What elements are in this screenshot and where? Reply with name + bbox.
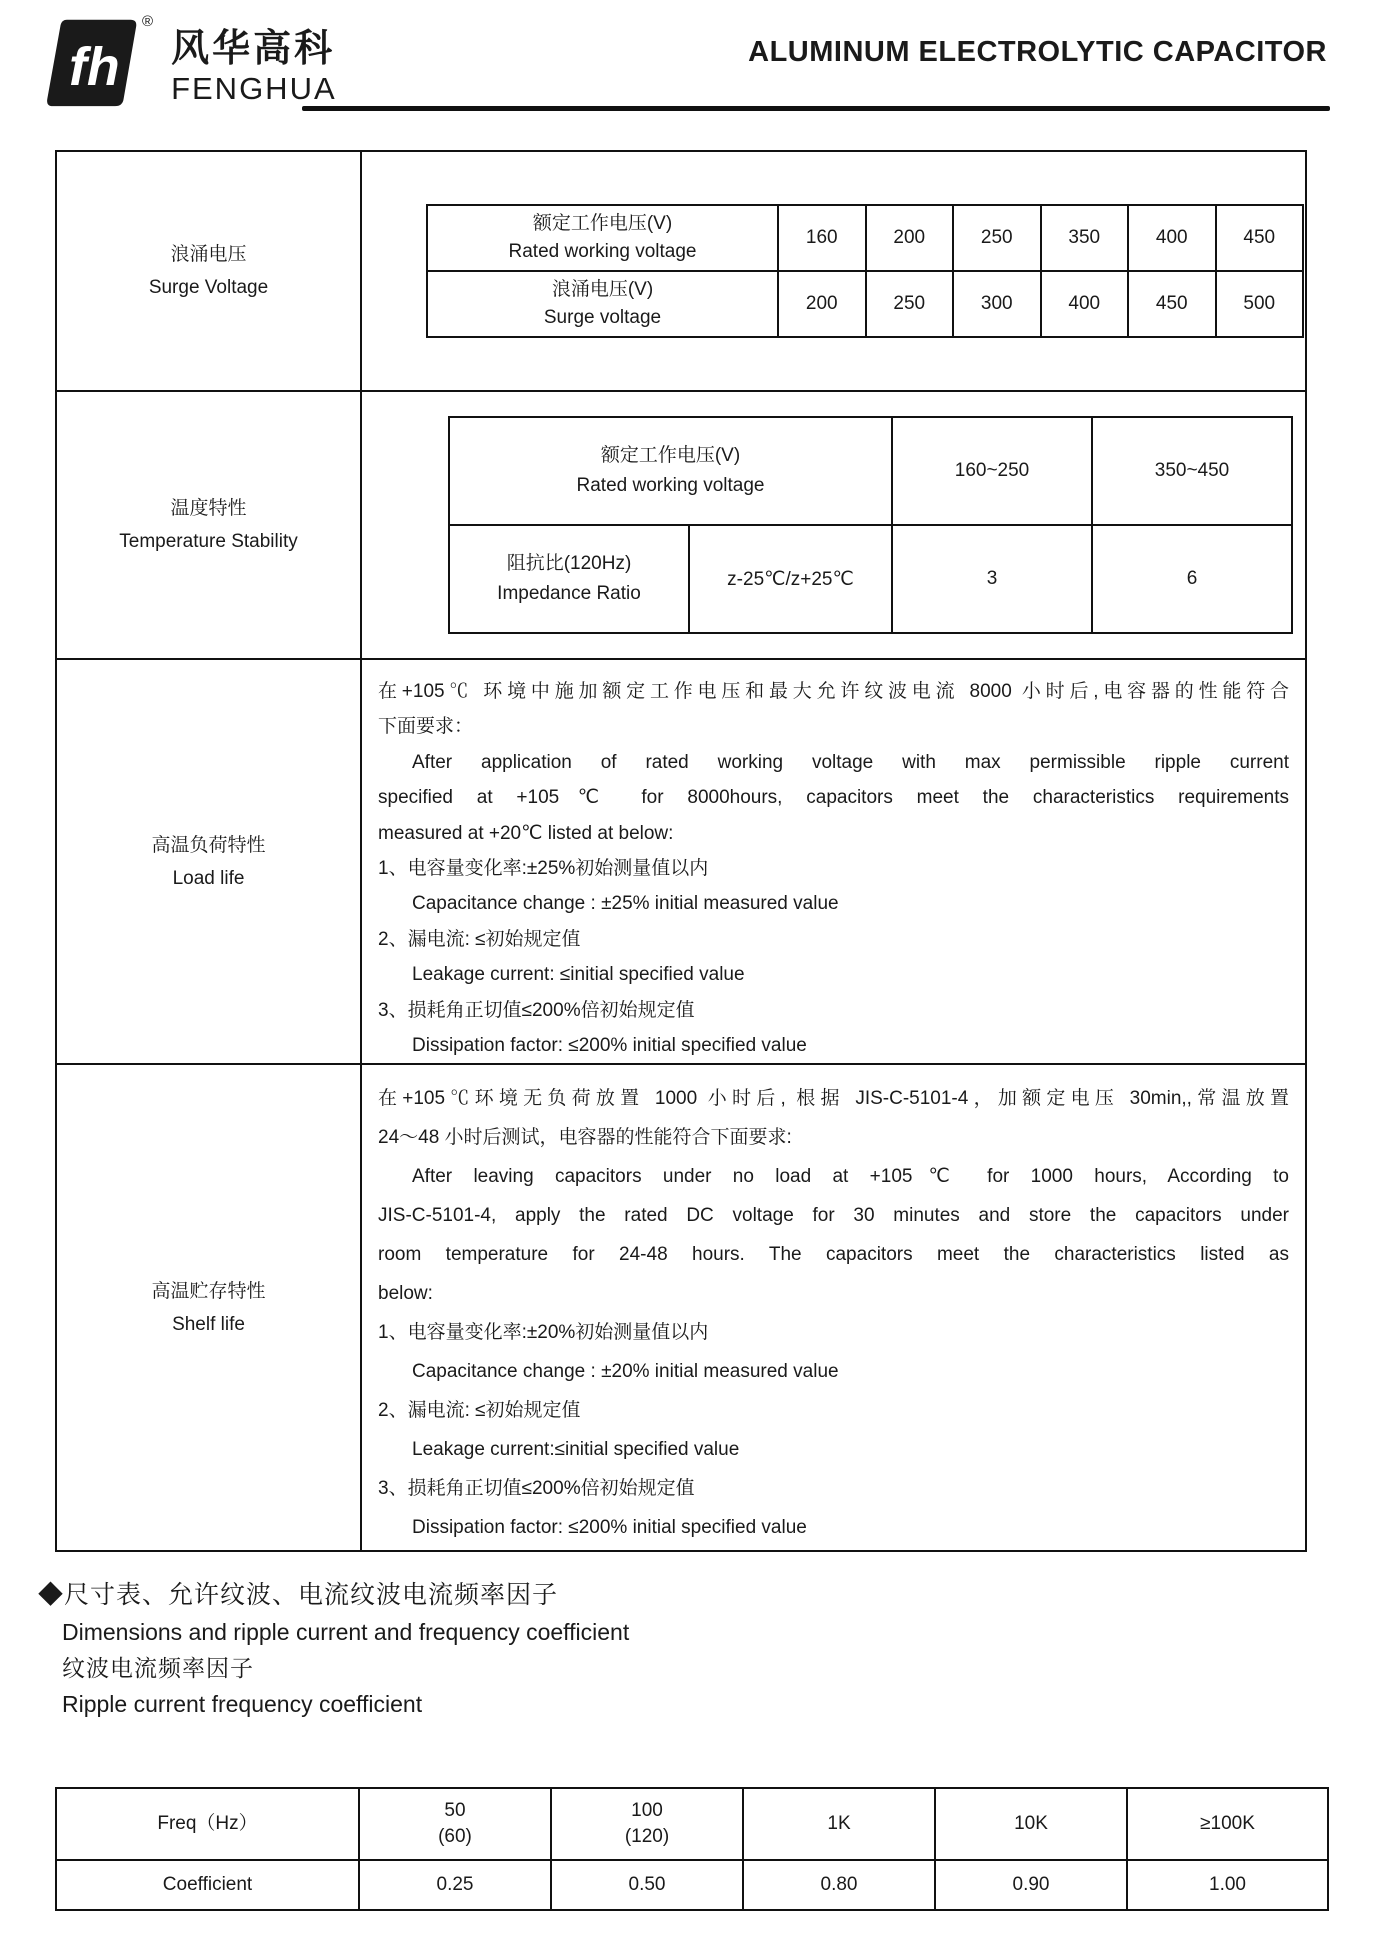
brand-chinese: 风华高科 <box>171 28 336 70</box>
brand-block <box>171 28 337 106</box>
load-life-line: Dissipation factor: ≤200% initial specified value <box>412 1035 807 1057</box>
temp-rated-voltage-header-cell <box>449 417 892 525</box>
surge-voltage-value: 250 <box>866 271 954 337</box>
freq-value-cell: 1K <box>743 1788 935 1860</box>
temperature-label-en: Temperature Stability <box>119 531 298 552</box>
freq-header-cell: Freq（Hz） <box>56 1788 359 1860</box>
brand-english: FENGHUA <box>171 71 337 106</box>
load-life-line: After application of rated working voltage with max permissible ripple current <box>412 751 1289 773</box>
shelf-life-line: 24～48 小时后测试，电容器的性能符合下面要求: <box>378 1127 792 1149</box>
surge-voltage-header-cell <box>427 271 778 337</box>
frequency-header-row <box>56 1788 1328 1860</box>
temperature-header-row <box>449 417 1292 525</box>
temperature-content-cell <box>361 391 1306 659</box>
header-rule <box>302 106 1330 111</box>
shelf-life-line: room temperature for 24-48 hours. The capacitors meet the characteristics listed as <box>378 1244 1289 1266</box>
svg-text:fh: fh <box>68 37 120 98</box>
load-life-line: measured at +20℃ listed at below: <box>378 822 674 844</box>
shelf-life-row <box>56 1064 1306 1551</box>
fenghua-logo-icon <box>44 14 140 110</box>
surge-label-cell <box>56 151 361 391</box>
frequency-coefficient-table <box>55 1787 1329 1911</box>
shelf-life-line: Dissipation factor: ≤200% initial specified value <box>412 1517 807 1539</box>
surge-voltage-header-cn: 浪涌电压(V) <box>551 279 654 300</box>
freq-value-sub: (60) <box>438 1826 472 1847</box>
specifications-table <box>55 150 1307 1552</box>
shelf-life-text <box>362 1065 1305 1547</box>
load-life-row <box>56 659 1306 1064</box>
surge-voltage-value: 300 <box>953 271 1041 337</box>
temperature-table <box>448 416 1293 634</box>
rated-voltage-row <box>427 205 1303 271</box>
surge-voltage-value: 200 <box>778 271 866 337</box>
freq-value-cell: ≥100K <box>1127 1788 1328 1860</box>
load-life-line: Leakage current: ≤initial specified value <box>412 964 745 986</box>
coefficient-value-cell: 0.25 <box>359 1860 551 1910</box>
shelf-life-label-cell <box>56 1064 361 1551</box>
shelf-life-label-en: Shelf life <box>172 1313 245 1335</box>
section-heading-en: Dimensions and ripple current and frequency coefficient <box>62 1619 630 1645</box>
load-life-line: 2、漏电流: ≤初始规定值 <box>378 928 581 950</box>
surge-voltage-value: 500 <box>1216 271 1304 337</box>
impedance-value-cell: 6 <box>1092 525 1292 633</box>
impedance-ratio-header-en: Impedance Ratio <box>497 583 641 604</box>
shelf-life-content-cell <box>361 1064 1306 1551</box>
load-life-line: 1、电容量变化率:±25%初始测量值以内 <box>378 858 709 880</box>
rated-voltage-value: 450 <box>1216 205 1304 271</box>
load-life-line: 下面要求： <box>378 716 474 738</box>
load-life-text <box>362 660 1305 1063</box>
rated-voltage-value: 400 <box>1128 205 1216 271</box>
shelf-life-label-cn: 高温贮存特性 <box>151 1280 266 1302</box>
rated-voltage-value: 200 <box>866 205 954 271</box>
surge-voltage-header-en: Surge voltage <box>543 307 662 328</box>
voltage-range-cell: 350~450 <box>1092 417 1292 525</box>
load-life-label-cn: 高温负荷特性 <box>151 834 266 856</box>
coefficient-value-cell: 1.00 <box>1127 1860 1328 1910</box>
freq-value-cell <box>551 1788 743 1860</box>
coefficient-value-cell: 0.90 <box>935 1860 1127 1910</box>
load-life-label-cell <box>56 659 361 1064</box>
load-life-content-cell <box>361 659 1306 1064</box>
surge-voltage-row <box>56 151 1306 391</box>
surge-label-cn: 浪涌电压 <box>170 244 247 265</box>
impedance-ratio-row <box>449 525 1292 633</box>
load-life-line: 3、损耗角正切值≤200%倍初始规定值 <box>378 999 695 1021</box>
coefficient-header-cell: Coefficient <box>56 1860 359 1910</box>
shelf-life-line: JIS-C-5101-4, apply the rated DC voltage for 30 minutes and store the capacitors under <box>378 1205 1289 1227</box>
shelf-life-line: 1、电容量变化率:±20%初始测量值以内 <box>378 1322 709 1344</box>
freq-value-sub: (120) <box>624 1826 670 1847</box>
freq-value: 100 <box>631 1800 663 1821</box>
surge-voltage-value: 450 <box>1128 271 1216 337</box>
load-life-line: 在+105℃ 环境中施加额定工作电压和最大允许纹波电流 8000 小时后,电容器的性能符合 <box>378 681 1289 702</box>
section-subheading-en: Ripple current frequency coefficient <box>62 1691 423 1717</box>
temp-rated-voltage-header-en: Rated working voltage <box>576 475 765 496</box>
impedance-ratio-header-cell <box>449 525 689 633</box>
temperature-label-cell <box>56 391 361 659</box>
load-life-line: specified at +105℃ for 8000hours, capacitors meet the characteristics requirements <box>378 787 1289 809</box>
rated-voltage-value: 350 <box>1041 205 1129 271</box>
coefficient-value-cell: 0.80 <box>743 1860 935 1910</box>
coefficient-row <box>56 1860 1328 1910</box>
shelf-life-line: After leaving capacitors under no load at +105℃ for 1000 hours, According to <box>412 1166 1289 1188</box>
surge-values-row <box>427 271 1303 337</box>
freq-value-cell: 10K <box>935 1788 1127 1860</box>
freq-value-cell <box>359 1788 551 1860</box>
voltage-range-cell: 160~250 <box>892 417 1092 525</box>
section-heading-cn: ◆尺寸表、允许纹波、电流纹波电流频率因子 <box>38 1581 559 1609</box>
shelf-life-line: Capacitance change : ±20% initial measured value <box>412 1361 839 1383</box>
section-subheading-cn: 纹波电流频率因子 <box>62 1655 254 1681</box>
load-life-line: Capacitance change : ±25% initial measured value <box>412 893 839 915</box>
temperature-label-cn: 温度特性 <box>170 498 247 519</box>
shelf-life-line: Leakage current:≤initial specified value <box>412 1439 740 1461</box>
surge-label-en: Surge Voltage <box>148 277 269 298</box>
freq-value: 50 <box>444 1800 466 1821</box>
temp-rated-voltage-header-cn: 额定工作电压(V) <box>600 445 741 466</box>
rated-voltage-header-en: Rated working voltage <box>508 241 697 262</box>
shelf-life-line: 在+105℃环境无负荷放置 1000 小时后, 根据 JIS-C-5101-4，加额定电压 30min,,常温放置 <box>378 1088 1289 1110</box>
surge-voltage-table <box>426 204 1304 338</box>
rated-voltage-value: 160 <box>778 205 866 271</box>
registered-mark: ® <box>142 13 154 30</box>
shelf-life-line: below: <box>378 1283 433 1305</box>
coefficient-value-cell: 0.50 <box>551 1860 743 1910</box>
impedance-condition-cell: z-25℃/z+25℃ <box>689 525 892 633</box>
dimensions-section-heading <box>38 1576 629 1722</box>
load-life-label-en: Load life <box>172 867 245 889</box>
page-title: ALUMINUM ELECTROLYTIC CAPACITOR <box>748 36 1327 68</box>
impedance-value-cell: 3 <box>892 525 1092 633</box>
impedance-ratio-header-cn: 阻抗比(120Hz) <box>506 553 632 574</box>
temperature-stability-row <box>56 391 1306 659</box>
shelf-life-line: 3、损耗角正切值≤200%倍初始规定值 <box>378 1478 695 1500</box>
rated-voltage-value: 250 <box>953 205 1041 271</box>
shelf-life-line: 2、漏电流: ≤初始规定值 <box>378 1400 581 1422</box>
surge-voltage-value: 400 <box>1041 271 1129 337</box>
fenghua-logo <box>44 14 337 110</box>
surge-content-cell <box>361 151 1306 391</box>
rated-voltage-header-cell <box>427 205 778 271</box>
rated-voltage-header-cn: 额定工作电压(V) <box>532 213 673 234</box>
